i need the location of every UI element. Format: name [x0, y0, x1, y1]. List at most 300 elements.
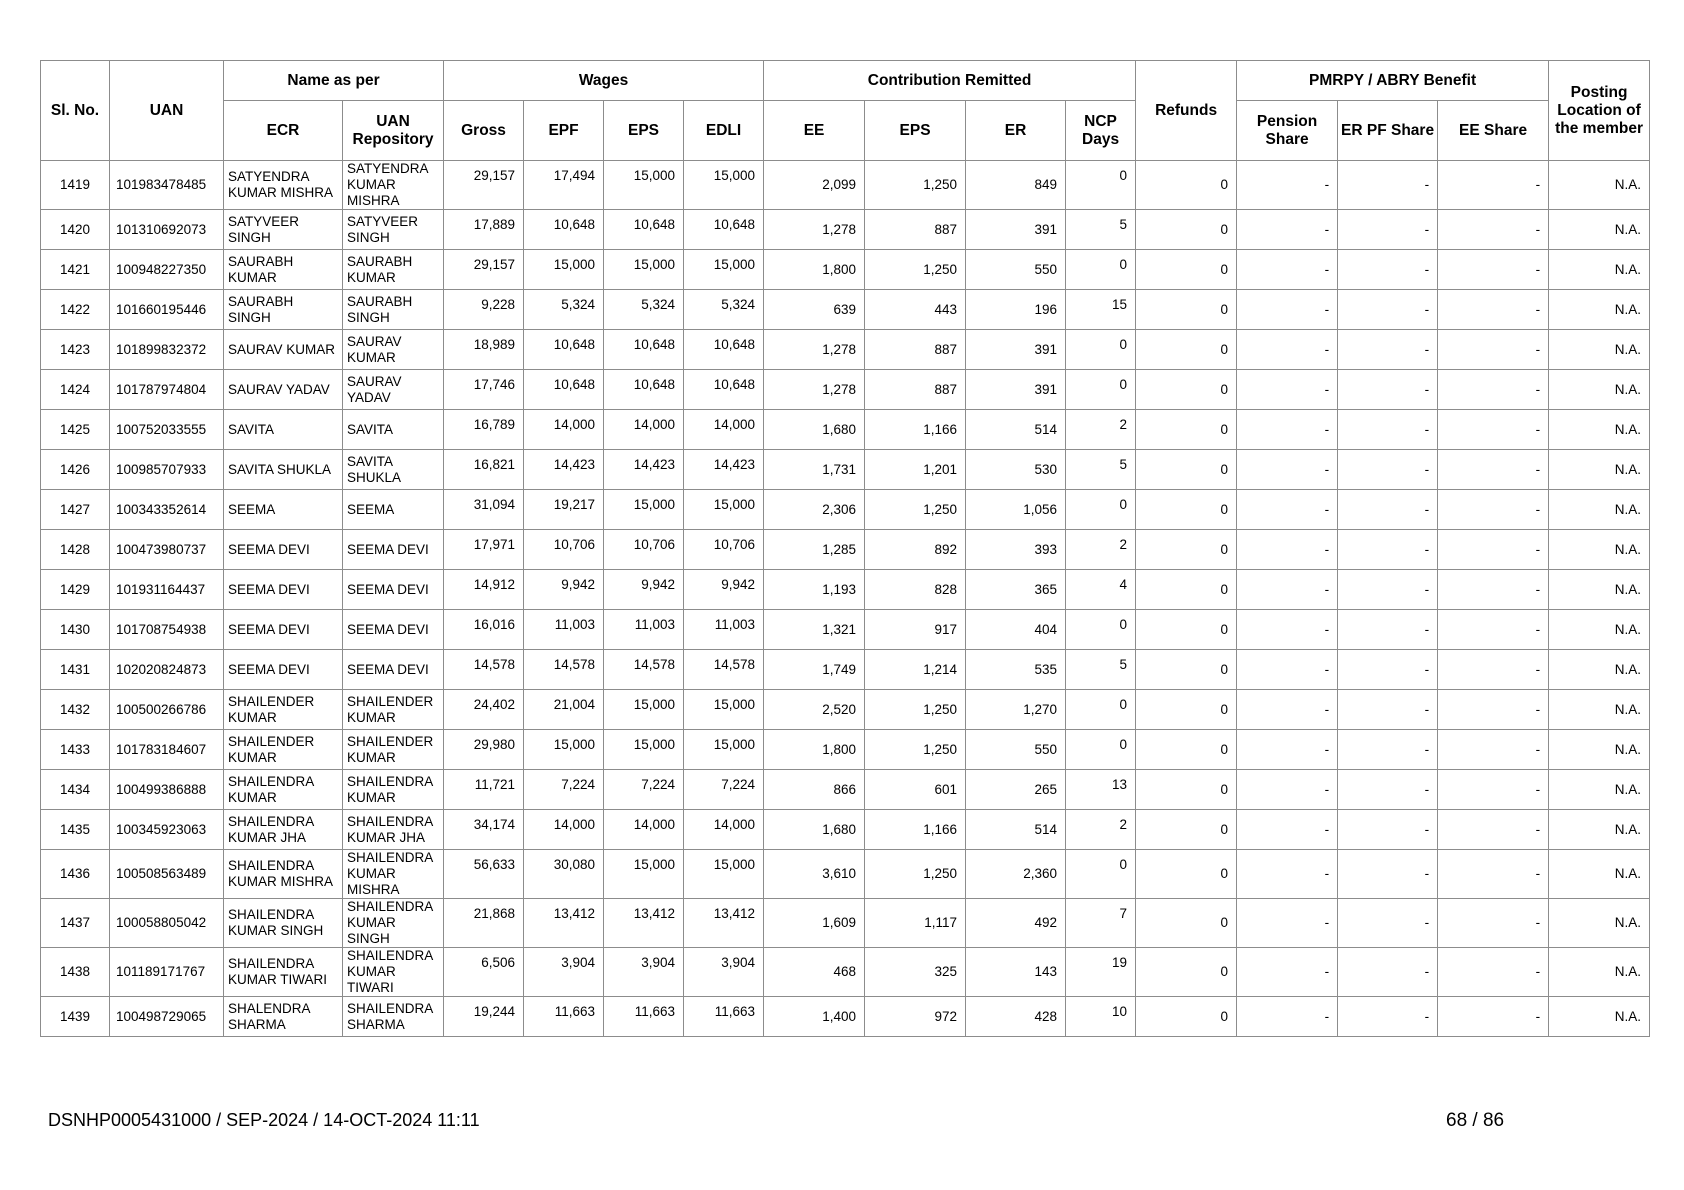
cell-ee: 1,400: [764, 997, 865, 1037]
cell-eps-contribution: 1,117: [865, 899, 966, 948]
cell-er: 550: [966, 730, 1066, 770]
cell-uan: 100058805042: [110, 899, 224, 948]
cell-epf: 10,706: [524, 530, 604, 570]
cell-ee-share: -: [1438, 997, 1549, 1037]
cell-er: 265: [966, 770, 1066, 810]
cell-gross: 14,578: [444, 650, 524, 690]
cell-refunds: 0: [1136, 997, 1237, 1037]
table-row: [41, 210, 1650, 250]
cell-uan: 100948227350: [110, 250, 224, 290]
cell-er-pf-share: -: [1338, 290, 1438, 330]
cell-edli: 7,224: [684, 770, 764, 810]
cell-posting-location: N.A.: [1549, 770, 1650, 810]
cell-eps-contribution: 1,250: [865, 850, 966, 899]
cell-ee-share: -: [1438, 810, 1549, 850]
cell-eps: 15,000: [604, 490, 684, 530]
cell-er-pf-share: -: [1338, 770, 1438, 810]
cell-eps-contribution: 1,250: [865, 161, 966, 210]
cell-eps: 9,942: [604, 570, 684, 610]
cell-refunds: 0: [1136, 610, 1237, 650]
cell-epf: 17,494: [524, 161, 604, 210]
cell-ee-share: -: [1438, 290, 1549, 330]
table-row: [41, 410, 1650, 450]
cell-er-pf-share: -: [1338, 490, 1438, 530]
cell-sl-no: 1428: [41, 530, 110, 570]
cell-edli: 15,000: [684, 850, 764, 899]
cell-ncp-days: 0: [1066, 250, 1136, 290]
cell-sl-no: 1438: [41, 948, 110, 997]
cell-gross: 29,157: [444, 250, 524, 290]
table-row: [41, 450, 1650, 490]
cell-ee: 1,800: [764, 730, 865, 770]
cell-ee-share: -: [1438, 490, 1549, 530]
cell-er-pf-share: -: [1338, 410, 1438, 450]
cell-sl-no: 1434: [41, 770, 110, 810]
cell-pension-share: -: [1237, 450, 1338, 490]
cell-posting-location: N.A.: [1549, 250, 1650, 290]
cell-ee: 1,800: [764, 250, 865, 290]
cell-sl-no: 1429: [41, 570, 110, 610]
cell-ncp-days: 13: [1066, 770, 1136, 810]
cell-uan: 100508563489: [110, 850, 224, 899]
cell-ee: 2,099: [764, 161, 865, 210]
group-header-contribution-remitted: Contribution Remitted: [764, 61, 1136, 101]
table-row: [41, 490, 1650, 530]
cell-eps: 10,706: [604, 530, 684, 570]
cell-epf: 15,000: [524, 730, 604, 770]
cell-gross: 19,244: [444, 997, 524, 1037]
cell-er-pf-share: -: [1338, 810, 1438, 850]
cell-eps-contribution: 972: [865, 997, 966, 1037]
cell-eps: 15,000: [604, 730, 684, 770]
cell-eps: 10,648: [604, 330, 684, 370]
cell-ncp-days: 5: [1066, 210, 1136, 250]
table-row: [41, 290, 1650, 330]
cell-posting-location: N.A.: [1549, 410, 1650, 450]
cell-ee-share: -: [1438, 330, 1549, 370]
cell-name-uan-repository: SAURABH SINGH: [343, 290, 444, 330]
cell-ee: 639: [764, 290, 865, 330]
table-row: [41, 250, 1650, 290]
col-header-ncp-days: NCP Days: [1066, 101, 1136, 161]
cell-sl-no: 1420: [41, 210, 110, 250]
table-row: [41, 330, 1650, 370]
cell-name-ecr: SEEMA DEVI: [224, 610, 343, 650]
cell-ee: 468: [764, 948, 865, 997]
cell-name-ecr: SHAILENDRA KUMAR MISHRA: [224, 850, 343, 899]
cell-name-uan-repository: SHAILENDRA KUMAR MISHRA: [343, 850, 444, 899]
cell-name-uan-repository: SHAILENDRA KUMAR TIWARI: [343, 948, 444, 997]
cell-eps-contribution: 887: [865, 330, 966, 370]
cell-sl-no: 1425: [41, 410, 110, 450]
cell-er: 391: [966, 210, 1066, 250]
cell-ee: 1,278: [764, 370, 865, 410]
cell-edli: 10,648: [684, 370, 764, 410]
cell-gross: 31,094: [444, 490, 524, 530]
cell-er: 550: [966, 250, 1066, 290]
cell-epf: 14,000: [524, 810, 604, 850]
cell-sl-no: 1439: [41, 997, 110, 1037]
table-row: [41, 730, 1650, 770]
cell-name-uan-repository: SAURAV KUMAR: [343, 330, 444, 370]
document-reference: DSNHP0005431000 / SEP-2024 / 14-OCT-2024 11:11: [48, 1110, 480, 1130]
table-row: [41, 690, 1650, 730]
cell-refunds: 0: [1136, 948, 1237, 997]
cell-uan: 100500266786: [110, 690, 224, 730]
cell-pension-share: -: [1237, 530, 1338, 570]
cell-name-ecr: SHAILENDRA KUMAR JHA: [224, 810, 343, 850]
cell-ncp-days: 19: [1066, 948, 1136, 997]
cell-epf: 19,217: [524, 490, 604, 530]
cell-ee: 1,680: [764, 410, 865, 450]
cell-eps: 5,324: [604, 290, 684, 330]
cell-name-ecr: SHAILENDRA KUMAR TIWARI: [224, 948, 343, 997]
col-header-ee: EE: [764, 101, 865, 161]
cell-eps: 11,003: [604, 610, 684, 650]
page-number: 68 / 86: [1446, 1110, 1505, 1131]
cell-name-uan-repository: SEEMA DEVI: [343, 650, 444, 690]
cell-name-uan-repository: SEEMA DEVI: [343, 570, 444, 610]
col-header-ecr: ECR: [224, 101, 343, 161]
cell-sl-no: 1431: [41, 650, 110, 690]
col-header-edli: EDLI: [684, 101, 764, 161]
cell-name-ecr: SAURAV YADAV: [224, 370, 343, 410]
cell-name-ecr: SEEMA DEVI: [224, 530, 343, 570]
cell-er-pf-share: -: [1338, 650, 1438, 690]
cell-name-uan-repository: SHAILENDRA KUMAR JHA: [343, 810, 444, 850]
cell-edli: 10,706: [684, 530, 764, 570]
cell-name-uan-repository: SAVITA SHUKLA: [343, 450, 444, 490]
cell-uan: 101787974804: [110, 370, 224, 410]
col-header-eps: EPS: [604, 101, 684, 161]
cell-er-pf-share: -: [1338, 370, 1438, 410]
cell-eps-contribution: 887: [865, 370, 966, 410]
cell-ee: 866: [764, 770, 865, 810]
cell-pension-share: -: [1237, 490, 1338, 530]
cell-pension-share: -: [1237, 770, 1338, 810]
cell-epf: 7,224: [524, 770, 604, 810]
cell-epf: 10,648: [524, 210, 604, 250]
cell-posting-location: N.A.: [1549, 210, 1650, 250]
cell-edli: 11,663: [684, 997, 764, 1037]
cell-ee-share: -: [1438, 370, 1549, 410]
cell-epf: 14,578: [524, 650, 604, 690]
cell-epf: 14,423: [524, 450, 604, 490]
cell-gross: 16,821: [444, 450, 524, 490]
cell-er: 492: [966, 899, 1066, 948]
cell-name-uan-repository: SHAILENDRA KUMAR SINGH: [343, 899, 444, 948]
cell-uan: 100473980737: [110, 530, 224, 570]
cell-edli: 13,412: [684, 899, 764, 948]
cell-er: 530: [966, 450, 1066, 490]
cell-name-ecr: SHAILENDER KUMAR: [224, 730, 343, 770]
table-row: [41, 850, 1650, 899]
cell-uan: 101931164437: [110, 570, 224, 610]
cell-ee: 1,680: [764, 810, 865, 850]
cell-ee: 1,749: [764, 650, 865, 690]
cell-name-ecr: SAURABH SINGH: [224, 290, 343, 330]
cell-gross: 56,633: [444, 850, 524, 899]
cell-ee: 1,285: [764, 530, 865, 570]
table-row: [41, 570, 1650, 610]
cell-pension-share: -: [1237, 290, 1338, 330]
cell-er: 1,270: [966, 690, 1066, 730]
cell-eps-contribution: 1,214: [865, 650, 966, 690]
cell-edli: 14,000: [684, 810, 764, 850]
cell-ncp-days: 7: [1066, 899, 1136, 948]
table-row: [41, 997, 1650, 1037]
cell-er-pf-share: -: [1338, 730, 1438, 770]
cell-pension-share: -: [1237, 948, 1338, 997]
cell-uan: 100343352614: [110, 490, 224, 530]
cell-pension-share: -: [1237, 997, 1338, 1037]
cell-refunds: 0: [1136, 490, 1237, 530]
cell-ee: 1,731: [764, 450, 865, 490]
cell-pension-share: -: [1237, 610, 1338, 650]
cell-ee-share: -: [1438, 250, 1549, 290]
cell-name-ecr: SHAILENDRA KUMAR SINGH: [224, 899, 343, 948]
cell-refunds: 0: [1136, 850, 1237, 899]
cell-ee-share: -: [1438, 770, 1549, 810]
cell-er: 391: [966, 330, 1066, 370]
cell-name-ecr: SAVITA SHUKLA: [224, 450, 343, 490]
cell-pension-share: -: [1237, 899, 1338, 948]
cell-er: 514: [966, 810, 1066, 850]
cell-ee-share: -: [1438, 650, 1549, 690]
cell-er: 2,360: [966, 850, 1066, 899]
cell-refunds: 0: [1136, 161, 1237, 210]
cell-name-uan-repository: SEEMA DEVI: [343, 530, 444, 570]
cell-ee-share: -: [1438, 570, 1549, 610]
cell-uan: 100499386888: [110, 770, 224, 810]
cell-refunds: 0: [1136, 250, 1237, 290]
cell-eps: 11,663: [604, 997, 684, 1037]
col-header-er: ER: [966, 101, 1066, 161]
cell-ee-share: -: [1438, 450, 1549, 490]
cell-refunds: 0: [1136, 570, 1237, 610]
cell-er-pf-share: -: [1338, 161, 1438, 210]
cell-posting-location: N.A.: [1549, 730, 1650, 770]
cell-ee-share: -: [1438, 410, 1549, 450]
cell-sl-no: 1423: [41, 330, 110, 370]
cell-pension-share: -: [1237, 250, 1338, 290]
cell-gross: 29,980: [444, 730, 524, 770]
cell-ncp-days: 4: [1066, 570, 1136, 610]
cell-ncp-days: 10: [1066, 997, 1136, 1037]
cell-eps: 14,423: [604, 450, 684, 490]
cell-posting-location: N.A.: [1549, 570, 1650, 610]
cell-ee-share: -: [1438, 690, 1549, 730]
cell-name-uan-repository: SHAILENDRA KUMAR: [343, 770, 444, 810]
cell-edli: 3,904: [684, 948, 764, 997]
cell-er: 391: [966, 370, 1066, 410]
col-header-uan-repository: UAN Repository: [343, 101, 444, 161]
cell-ncp-days: 15: [1066, 290, 1136, 330]
cell-eps: 15,000: [604, 161, 684, 210]
cell-eps-contribution: 601: [865, 770, 966, 810]
ecr-contribution-table: [40, 60, 1650, 1037]
cell-pension-share: -: [1237, 730, 1338, 770]
cell-edli: 15,000: [684, 690, 764, 730]
cell-name-ecr: SAURABH KUMAR: [224, 250, 343, 290]
cell-ncp-days: 5: [1066, 450, 1136, 490]
cell-edli: 14,423: [684, 450, 764, 490]
cell-ncp-days: 0: [1066, 850, 1136, 899]
cell-edli: 14,000: [684, 410, 764, 450]
cell-name-ecr: SEEMA DEVI: [224, 570, 343, 610]
cell-sl-no: 1433: [41, 730, 110, 770]
cell-eps-contribution: 917: [865, 610, 966, 650]
cell-epf: 11,663: [524, 997, 604, 1037]
cell-er: 143: [966, 948, 1066, 997]
cell-epf: 30,080: [524, 850, 604, 899]
cell-epf: 9,942: [524, 570, 604, 610]
cell-posting-location: N.A.: [1549, 850, 1650, 899]
cell-edli: 11,003: [684, 610, 764, 650]
cell-eps: 3,904: [604, 948, 684, 997]
cell-name-uan-repository: SEEMA: [343, 490, 444, 530]
cell-refunds: 0: [1136, 330, 1237, 370]
col-header-ee-share: EE Share: [1438, 101, 1549, 161]
cell-name-uan-repository: SATYENDRA KUMAR MISHRA: [343, 161, 444, 210]
cell-name-uan-repository: SEEMA DEVI: [343, 610, 444, 650]
cell-name-ecr: SHAILENDRA KUMAR: [224, 770, 343, 810]
cell-posting-location: N.A.: [1549, 370, 1650, 410]
cell-sl-no: 1419: [41, 161, 110, 210]
cell-ee: 1,278: [764, 210, 865, 250]
cell-ee-share: -: [1438, 850, 1549, 899]
cell-ee-share: -: [1438, 610, 1549, 650]
cell-epf: 10,648: [524, 370, 604, 410]
cell-posting-location: N.A.: [1549, 610, 1650, 650]
cell-gross: 6,506: [444, 948, 524, 997]
cell-gross: 16,016: [444, 610, 524, 650]
cell-gross: 17,889: [444, 210, 524, 250]
cell-sl-no: 1435: [41, 810, 110, 850]
cell-ncp-days: 0: [1066, 490, 1136, 530]
cell-sl-no: 1427: [41, 490, 110, 530]
cell-ee-share: -: [1438, 730, 1549, 770]
table-row: [41, 948, 1650, 997]
cell-sl-no: 1424: [41, 370, 110, 410]
cell-uan: 102020824873: [110, 650, 224, 690]
cell-sl-no: 1426: [41, 450, 110, 490]
cell-epf: 11,003: [524, 610, 604, 650]
cell-eps-contribution: 1,166: [865, 810, 966, 850]
cell-ncp-days: 2: [1066, 530, 1136, 570]
cell-posting-location: N.A.: [1549, 899, 1650, 948]
cell-ee-share: -: [1438, 530, 1549, 570]
cell-eps: 13,412: [604, 899, 684, 948]
cell-gross: 29,157: [444, 161, 524, 210]
cell-epf: 10,648: [524, 330, 604, 370]
cell-er-pf-share: -: [1338, 450, 1438, 490]
cell-gross: 24,402: [444, 690, 524, 730]
cell-gross: 17,746: [444, 370, 524, 410]
col-header-gross: Gross: [444, 101, 524, 161]
col-header-uan: UAN: [110, 61, 224, 161]
cell-gross: 21,868: [444, 899, 524, 948]
cell-edli: 15,000: [684, 490, 764, 530]
cell-sl-no: 1437: [41, 899, 110, 948]
table-row: [41, 810, 1650, 850]
col-header-pension-share: Pension Share: [1237, 101, 1338, 161]
cell-ncp-days: 2: [1066, 410, 1136, 450]
cell-posting-location: N.A.: [1549, 290, 1650, 330]
cell-name-ecr: SAURAV KUMAR: [224, 330, 343, 370]
cell-pension-share: -: [1237, 370, 1338, 410]
cell-posting-location: N.A.: [1549, 450, 1650, 490]
cell-pension-share: -: [1237, 210, 1338, 250]
cell-er: 428: [966, 997, 1066, 1037]
cell-refunds: 0: [1136, 290, 1237, 330]
cell-edli: 14,578: [684, 650, 764, 690]
cell-ncp-days: 2: [1066, 810, 1136, 850]
cell-er-pf-share: -: [1338, 690, 1438, 730]
cell-ee: 3,610: [764, 850, 865, 899]
cell-posting-location: N.A.: [1549, 490, 1650, 530]
col-header-posting-location: Posting Location of the member: [1549, 61, 1650, 161]
cell-edli: 5,324: [684, 290, 764, 330]
cell-er: 404: [966, 610, 1066, 650]
cell-uan: 100985707933: [110, 450, 224, 490]
cell-gross: 16,789: [444, 410, 524, 450]
cell-name-ecr: SATYVEER SINGH: [224, 210, 343, 250]
cell-posting-location: N.A.: [1549, 530, 1650, 570]
cell-eps: 14,000: [604, 810, 684, 850]
table-row: [41, 370, 1650, 410]
cell-uan: 101660195446: [110, 290, 224, 330]
cell-sl-no: 1422: [41, 290, 110, 330]
cell-epf: 15,000: [524, 250, 604, 290]
cell-ncp-days: 5: [1066, 650, 1136, 690]
cell-ee: 2,306: [764, 490, 865, 530]
table-row: [41, 610, 1650, 650]
cell-ncp-days: 0: [1066, 370, 1136, 410]
cell-eps: 14,578: [604, 650, 684, 690]
table-body: [41, 161, 1650, 1037]
cell-uan: 101310692073: [110, 210, 224, 250]
cell-eps: 15,000: [604, 850, 684, 899]
cell-uan: 101983478485: [110, 161, 224, 210]
cell-name-uan-repository: SHAILENDRA SHARMA: [343, 997, 444, 1037]
cell-posting-location: N.A.: [1549, 161, 1650, 210]
cell-eps-contribution: 1,250: [865, 730, 966, 770]
cell-er-pf-share: -: [1338, 330, 1438, 370]
cell-refunds: 0: [1136, 650, 1237, 690]
cell-uan: 101783184607: [110, 730, 224, 770]
cell-er: 1,056: [966, 490, 1066, 530]
cell-gross: 34,174: [444, 810, 524, 850]
cell-gross: 9,228: [444, 290, 524, 330]
cell-ee-share: -: [1438, 161, 1549, 210]
cell-refunds: 0: [1136, 810, 1237, 850]
cell-name-ecr: SAVITA: [224, 410, 343, 450]
col-header-epf: EPF: [524, 101, 604, 161]
col-header-sl-no: Sl. No.: [41, 61, 110, 161]
cell-epf: 21,004: [524, 690, 604, 730]
cell-er-pf-share: -: [1338, 530, 1438, 570]
cell-sl-no: 1436: [41, 850, 110, 899]
cell-uan: 101899832372: [110, 330, 224, 370]
cell-edli: 10,648: [684, 210, 764, 250]
cell-posting-location: N.A.: [1549, 690, 1650, 730]
cell-refunds: 0: [1136, 690, 1237, 730]
cell-eps: 14,000: [604, 410, 684, 450]
cell-ee-share: -: [1438, 210, 1549, 250]
cell-er-pf-share: -: [1338, 570, 1438, 610]
cell-posting-location: N.A.: [1549, 650, 1650, 690]
